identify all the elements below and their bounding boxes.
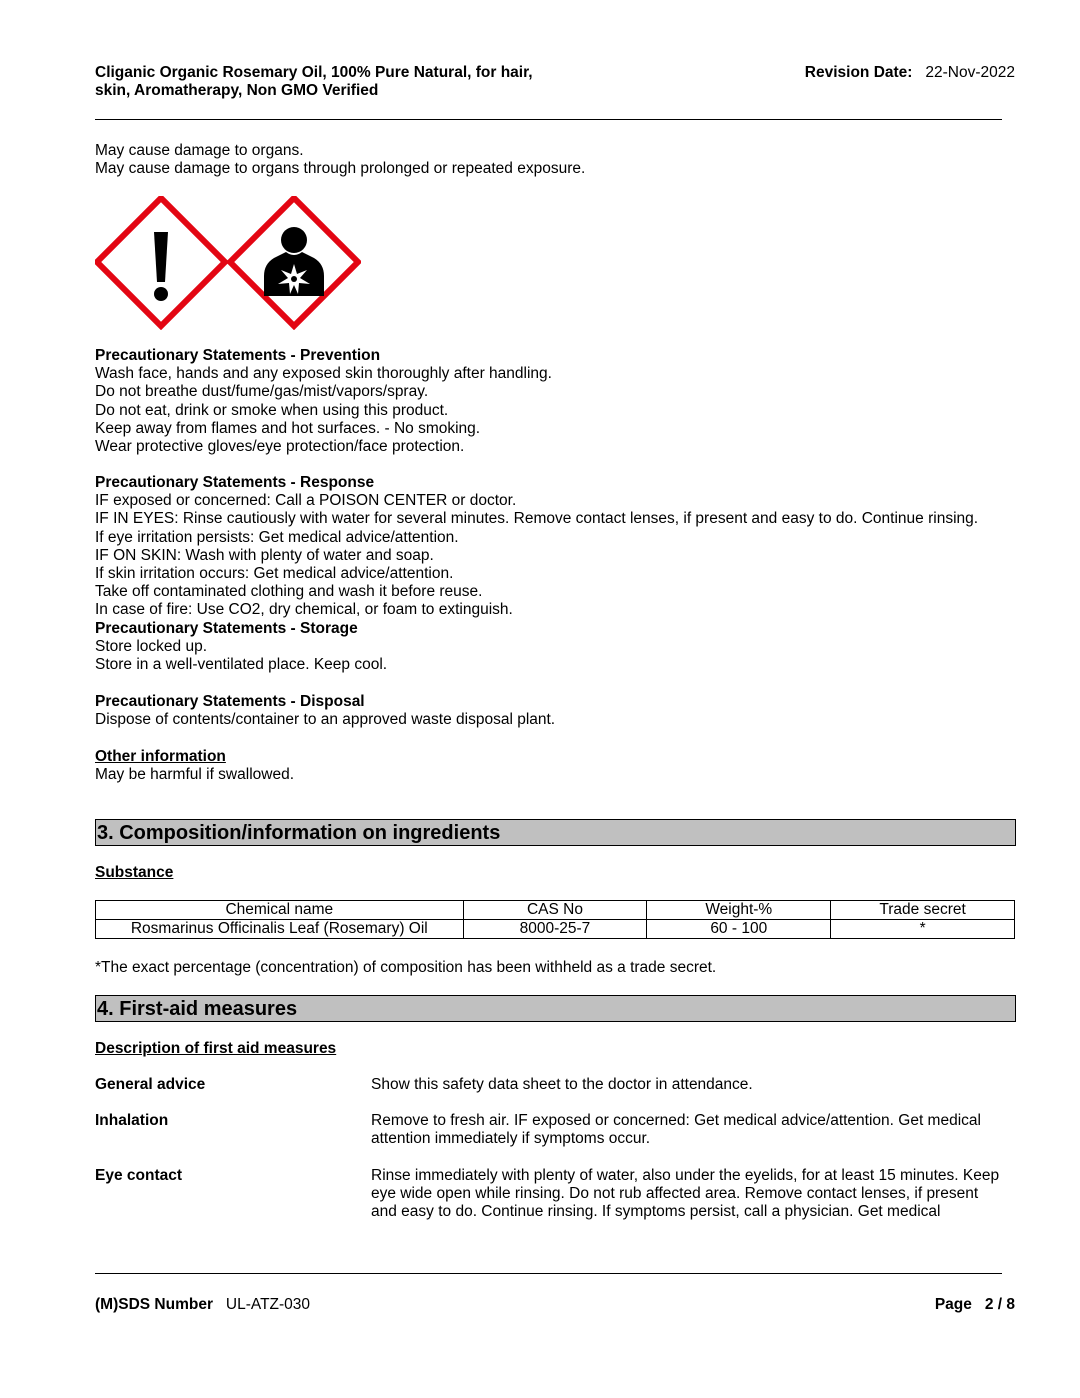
revision-date (805, 64, 1015, 82)
column-header: Trade secret (831, 901, 1015, 920)
eye-contact-label: Eye contact (95, 1167, 183, 1184)
prevention-line: Keep away from flames and hot surfaces. - No smoking. (95, 419, 481, 437)
disposal-line: Dispose of contents/container to an approved waste disposal plant. (95, 711, 556, 729)
inhalation-text (371, 1112, 1021, 1148)
revision-date-label: Revision Date: (804, 64, 913, 81)
ingredients-table (95, 900, 1015, 939)
eye-contact-line: eye wide open while rinsing. Do not rub affected area. Remove contact lenses, if present (371, 1185, 979, 1203)
prevention-line: Wear protective gloves/eye protection/face protection. (95, 438, 465, 456)
section-3-heading: 3. Composition/information on ingredients (95, 819, 1016, 846)
prevention-block (95, 347, 552, 456)
health-hazard-icon (230, 198, 358, 326)
general-advice-label: General advice (95, 1076, 206, 1093)
prevention-line: Wash face, hands and any exposed skin thoroughly after handling. (95, 365, 552, 383)
general-advice-text (371, 1076, 1021, 1094)
page-value: 2 / 8 (984, 1296, 1015, 1313)
response-block (95, 474, 978, 674)
table-cell: Rosmarinus Officinalis Leaf (Rosemary) Oil (96, 920, 464, 939)
eye-contact-line: and easy to do. Continue rinsing. If symptoms persist, call a physician. Get medical (371, 1203, 941, 1221)
prevention-line: Do not eat, drink or smoke when using this product. (95, 401, 449, 419)
product-name-line-2: skin, Aromatherapy, Non GMO Verified (95, 82, 379, 100)
sds-number-value: UL-ATZ-030 (225, 1296, 311, 1313)
storage-line: Store in a well-ventilated place. Keep cool. (95, 656, 388, 674)
substance-label: Substance (95, 864, 174, 881)
general-advice-line: Show this safety data sheet to the doctor in attendance. (371, 1076, 753, 1093)
hazard-line: May cause damage to organs. (95, 142, 304, 159)
response-title: Precautionary Statements - Response (95, 474, 375, 491)
product-name (95, 64, 533, 100)
first-aid-subtitle: Description of first aid measures (95, 1040, 337, 1057)
column-header: Weight-% (647, 901, 831, 920)
other-info-line: May be harmful if swallowed. (95, 766, 294, 784)
inhalation-line: attention immediately if symptoms occur. (371, 1130, 651, 1148)
hazard-statements (95, 142, 585, 178)
eye-contact-text (371, 1167, 1021, 1222)
response-line: IF exposed or concerned: Call a POISON CENTER or doctor. (95, 492, 517, 510)
ghs-pictograms (95, 196, 361, 330)
table-header-row (96, 901, 1015, 920)
prevention-title: Precautionary Statements - Prevention (95, 347, 381, 364)
table-cell: 60 - 100 (647, 920, 831, 939)
storage-title: Precautionary Statements - Storage (95, 619, 358, 637)
table-cell: 8000-25-7 (463, 920, 647, 939)
disposal-title: Precautionary Statements - Disposal (95, 693, 365, 710)
column-header: Chemical name (96, 901, 464, 920)
sds-number-label: (M)SDS Number (95, 1296, 213, 1313)
eye-contact-line: Rinse immediately with plenty of water, also under the eyelids, for at least 15 minutes. Keep (371, 1167, 1000, 1184)
table-cell: * (831, 920, 1015, 939)
response-line: IF IN EYES: Rinse cautiously with water for several minutes. Remove contact lenses, if present and easy to do. Continue rinsing. (95, 510, 979, 528)
hazard-line: May cause damage to organs through prolonged or repeated exposure. (95, 160, 586, 178)
table-row (96, 920, 1015, 939)
response-line: IF ON SKIN: Wash with plenty of water and soap. (95, 546, 434, 564)
section-4-heading: 4. First-aid measures (95, 995, 1016, 1022)
page-label: Page (934, 1296, 972, 1313)
footer-divider (95, 1273, 1002, 1274)
response-line: If skin irritation occurs: Get medical advice/attention. (95, 565, 454, 583)
header-divider (95, 119, 1002, 120)
disposal-block (95, 693, 555, 729)
revision-date-value: 22-Nov-2022 (925, 64, 1015, 81)
response-line: Take off contaminated clothing and wash it before reuse. (95, 583, 483, 601)
inhalation-line: Remove to fresh air. IF exposed or concerned: Get medical advice/attention. Get medical (371, 1112, 981, 1129)
prevention-line: Do not breathe dust/fume/gas/mist/vapors/spray. (95, 383, 429, 401)
response-line: In case of fire: Use CO2, dry chemical, or foam to extinguish. (95, 601, 513, 619)
response-line: If eye irritation persists: Get medical advice/attention. (95, 528, 459, 546)
product-name-line-1: Cliganic Organic Rosemary Oil, 100% Pure Natural, for hair, (95, 64, 533, 81)
page-number (935, 1296, 1015, 1314)
trade-secret-footnote: *The exact percentage (concentration) of composition has been withheld as a trade secret. (95, 959, 717, 976)
storage-line: Store locked up. (95, 637, 208, 655)
sds-number (95, 1296, 310, 1314)
exclamation-mark-icon (97, 198, 225, 326)
other-info-title: Other information (95, 748, 226, 765)
column-header: CAS No (463, 901, 647, 920)
inhalation-label: Inhalation (95, 1112, 169, 1129)
other-info-block (95, 748, 294, 784)
